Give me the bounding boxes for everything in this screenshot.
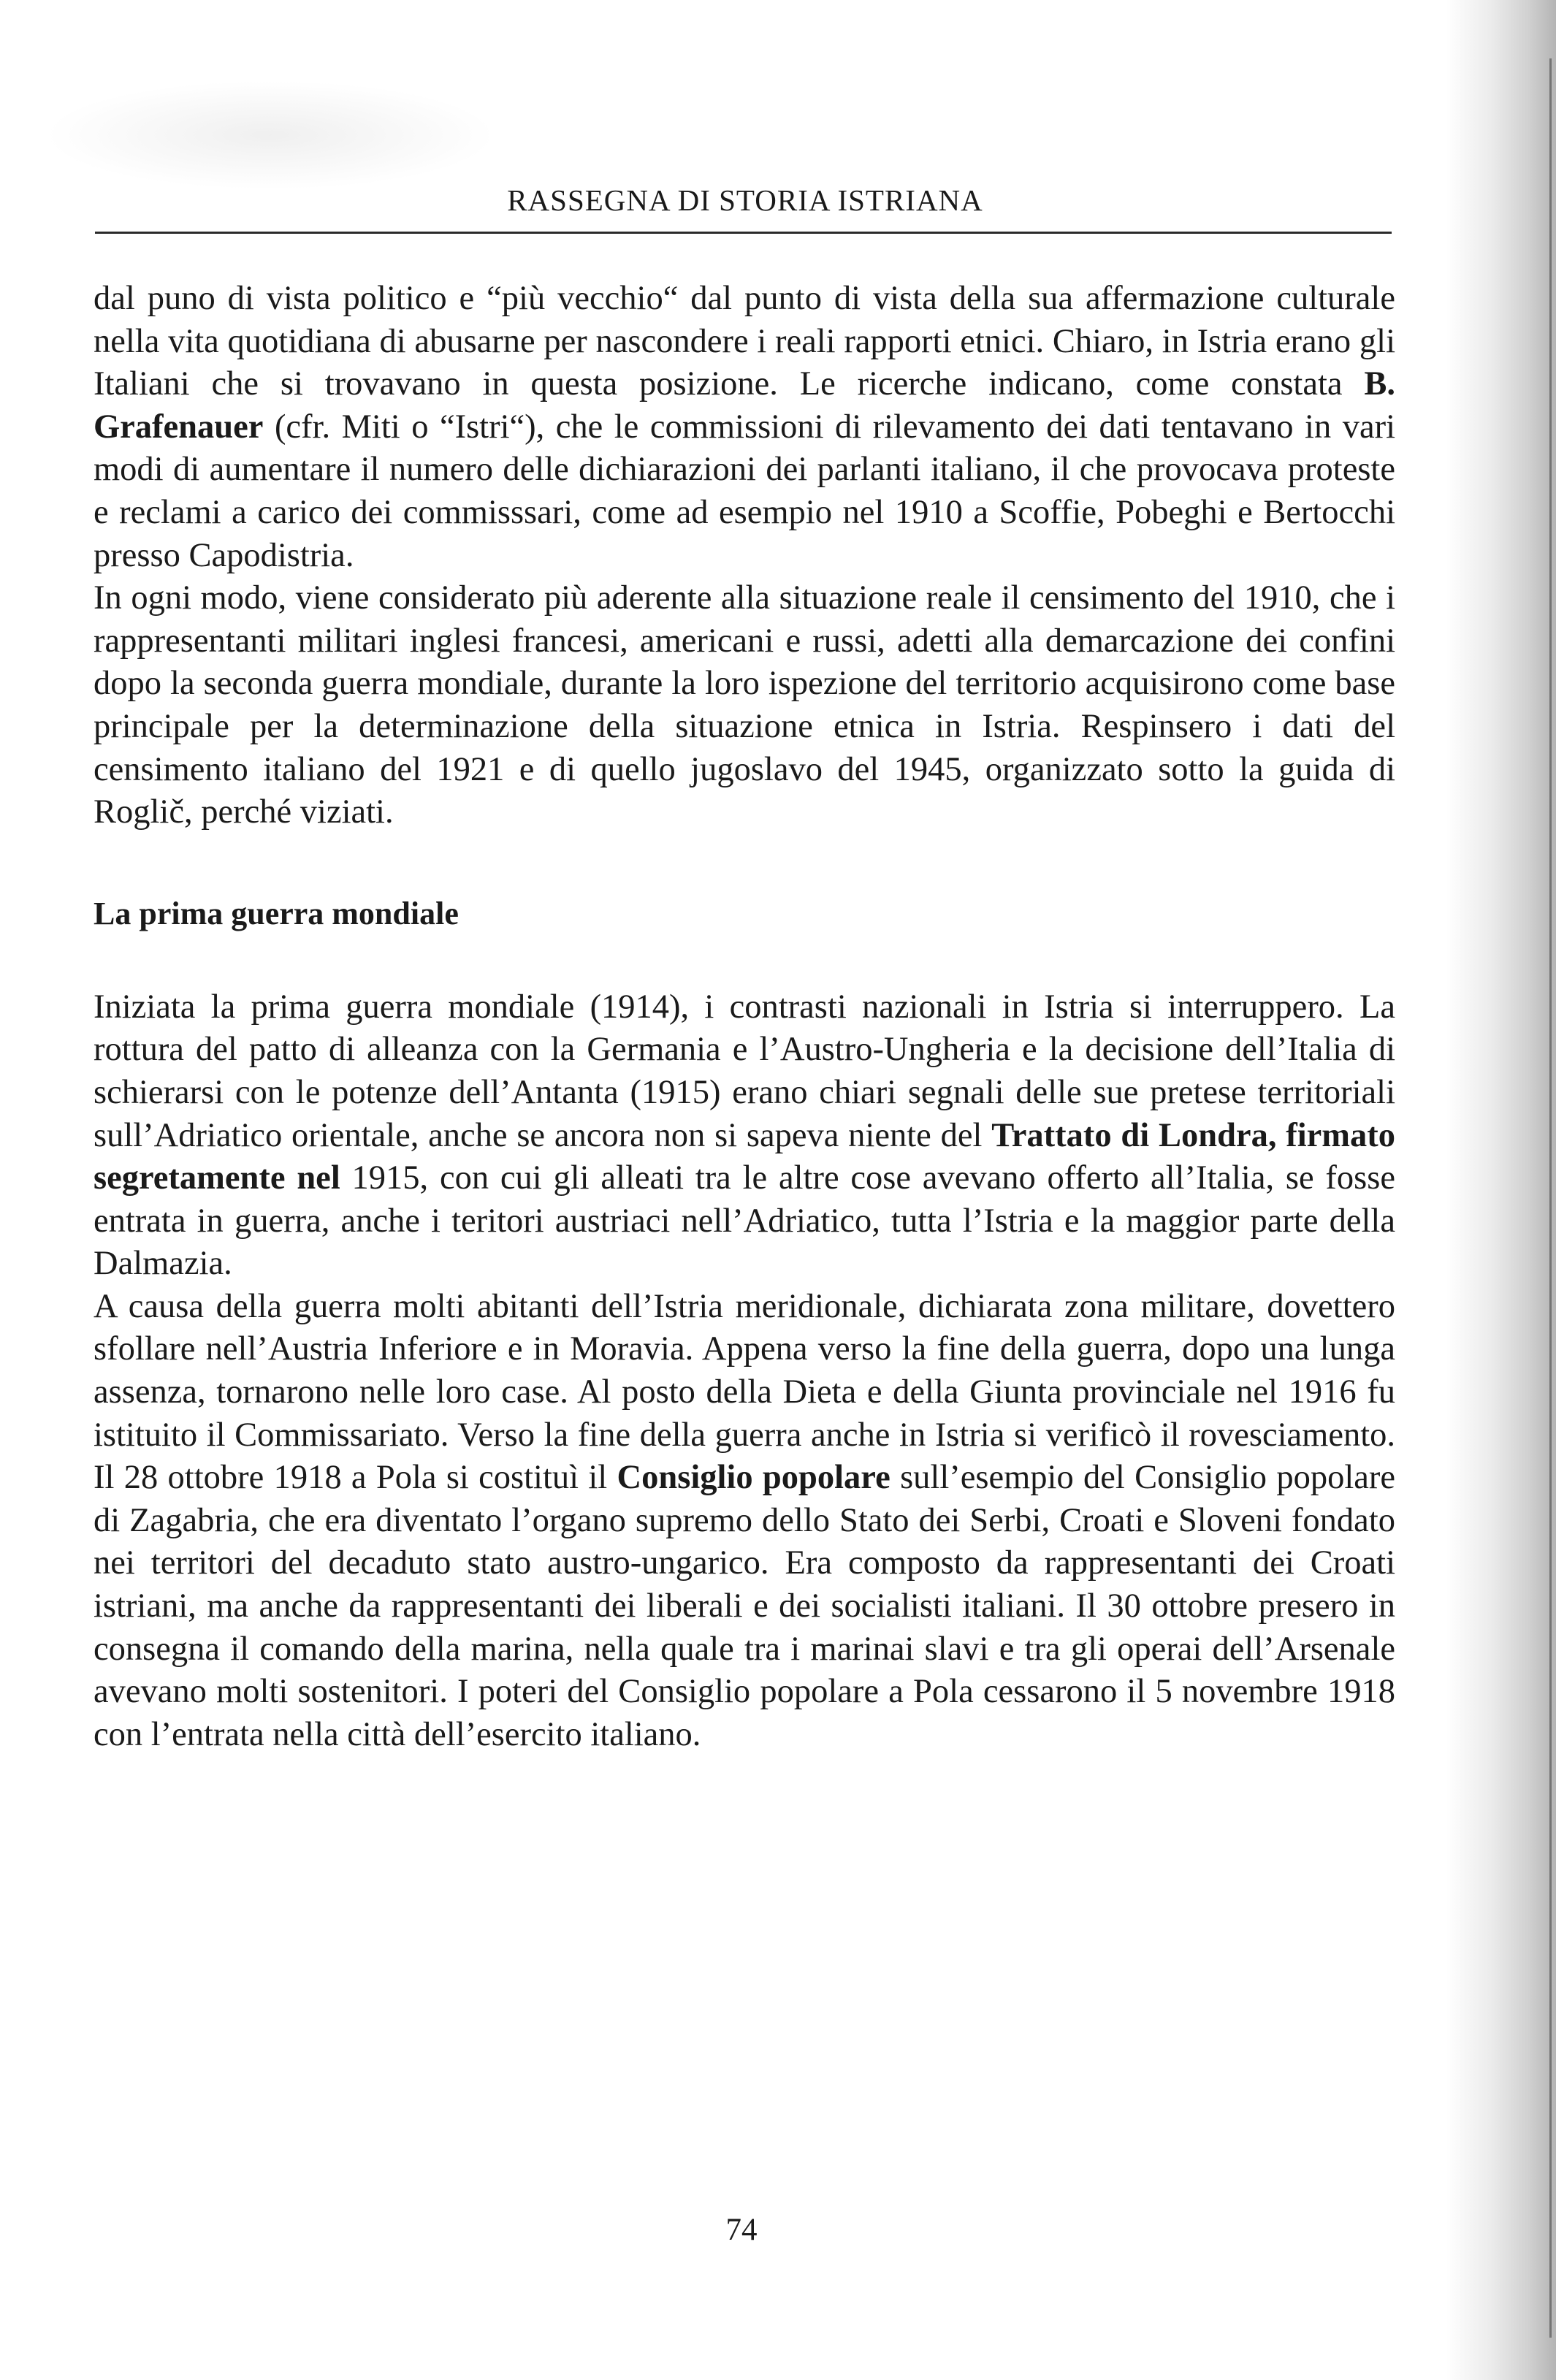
paragraph-3-text-a: Iniziata la prima guerra mondiale (1914), i contrasti nazionali in Istria si interruppero. La rottura del patto di alleanza con la Germania e l’Austro-Ungheria e la decisione dell’Italia di schierarsi con le potenze dell’Antanta (1915) erano chiari segnali delle sue pretese territoriali sull’Adriatico orientale, anche se ancora non si sapeva niente del bbox=[94, 988, 1395, 1154]
author-name-bold: B. Grafenauer bbox=[94, 365, 1395, 446]
scan-page-edge-line bbox=[1549, 58, 1552, 2338]
page-body bbox=[94, 278, 1395, 1756]
paragraph-4-text-b: sull’esempio del Consiglio popolare di Zagabria, che era diventato l’organo supremo dello Stato dei Serbi, Croati e Sloveni fondato nei territori del decaduto stato austro-ungarico. Era composto da rappresentanti dei Croati istriani, ma anche da rappresentanti dei liberali e dei socialisti italiani. Il 30 ottobre presero in consegna il comando della marina, nella quale tra i marinai slavi e tra gli operai dell’Arsenale avevano molti sostenitori. I poteri del Consiglio popolare a Pola cessarono il 5 novembre 1918 con l’entrata nella città dell’esercito italiano. bbox=[94, 1459, 1396, 1753]
header-rule bbox=[95, 232, 1392, 234]
running-head: RASSEGNA DI STORIA ISTRIANA bbox=[507, 183, 983, 217]
paragraph-2: In ogni modo, viene considerato più aderente alla situazione reale il censimento del 1910, che i rappresentanti militari inglesi francesi, americani e russi, adetti alla demarcazione dei confini dopo la seconda guerra mondiale, durante la loro ispezione del territorio acquisirono come base principale per la determinazione della situazione etnica in Istria. Respinsero i dati del censimento italiano del 1921 e di quello jugoslavo del 1945, organizzato sotto la guida di Roglič, perché viziati. bbox=[94, 579, 1395, 831]
paragraph-3-text-b: 1915, con cui gli alleati tra le altre cose avevano offerto all’Italia, se fosse entrata in guerra, anche i teritori austriaci nell’Adriatico, tutta l’Istria e la maggior parte della Dalmazia. bbox=[94, 1159, 1395, 1283]
paragraph-1 bbox=[94, 278, 1395, 577]
paragraph-1-text-a: dal puno di vista politico e “più vecchio“ dal punto di vista della sua affermazione culturale nella vita quotidiana di abusarne per nascondere i reali rapporti etnici. Chiaro, in Istria erano gli Italiani che si trovavano in questa posizione. Le ricerche indicano, come constata bbox=[94, 280, 1395, 403]
paragraph-1-text-b: (cfr. Miti o “Istri“), che le commissioni di rilevamento dei dati tentavano in vari modi di aumentare il numero delle dichiarazioni dei parlanti italiano, il che provocava proteste e reclami a carico dei commisssari, come ad esempio nel 1910 a Scoffie, Pobeghi e Bertocchi presso Capodistria. bbox=[94, 408, 1395, 574]
treaty-name-bold: Trattato di Londra, firmato segretamente nel bbox=[94, 1116, 1396, 1197]
paragraph-3 bbox=[94, 986, 1395, 1286]
paragraph-4-text-a: A causa della guerra molti abitanti dell’Istria meridionale, dichiarata zona militare, dovettero sfollare nell’Austria Inferiore e in Moravia. Appena verso la fine della guerra, dopo una lunga assenza, tornarono nelle loro case. Al posto della Dieta e della Giunta provinciale nel 1916 fu istituito il Commissariato. Verso la fine della guerra anche in Istria si verificò il rovesciamento. Il 28 ottobre 1918 a Pola si costituì il bbox=[94, 1287, 1395, 1497]
scan-smudge bbox=[44, 80, 497, 190]
scan-page-edge bbox=[1446, 0, 1556, 2380]
council-name-bold: Consiglio popolare bbox=[617, 1459, 890, 1497]
page-number: 74 bbox=[725, 2213, 758, 2247]
section-heading: La prima guerra mondiale bbox=[94, 895, 459, 931]
paragraph-4 bbox=[94, 1286, 1395, 1757]
